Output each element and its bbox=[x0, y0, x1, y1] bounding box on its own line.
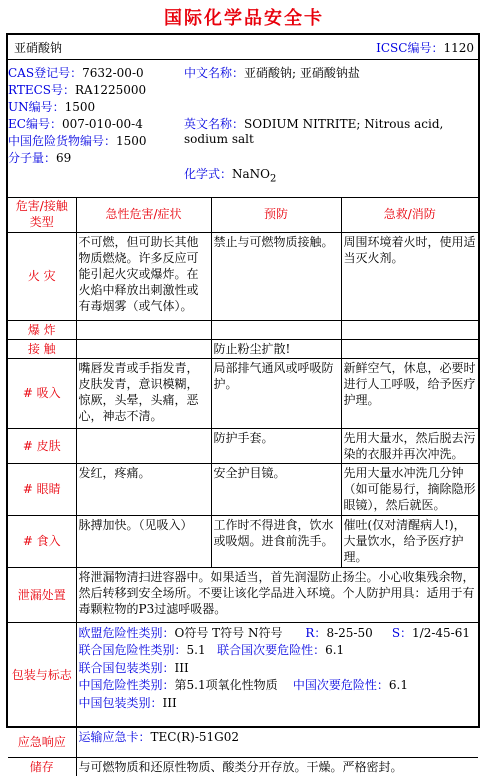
column-header-hazard: 急性危害/症状 bbox=[76, 197, 211, 232]
fire-firstaid: 周围环境着火时，使用适当灭火剂。 bbox=[341, 232, 478, 320]
row-emergency bbox=[8, 727, 478, 757]
ingestion-firstaid: 催吐(仅对清醒病人!)，大量饮水，给予医疗护理。 bbox=[341, 515, 478, 567]
column-header-prevention: 预防 bbox=[211, 197, 341, 232]
row-label-eye: # 眼睛 bbox=[8, 463, 76, 515]
cas-line: CAS登记号：7632-00-0 bbox=[8, 66, 144, 80]
inhalation-prevention: 局部排气通风或呼吸防护。 bbox=[211, 358, 341, 428]
rtecs-line: RTECS号：RA1225000 bbox=[8, 83, 147, 97]
ec-line: EC编号：007-010-00-4 bbox=[8, 117, 143, 131]
chinese-name-line: 中文名称：亚硝酸钠; 亚硝酸钠盐 bbox=[184, 66, 360, 80]
eye-firstaid: 先用大量水冲洗几分钟（如可能易行，摘除隐形眼镜），然后就医。 bbox=[341, 463, 478, 515]
row-label-skin: # 皮肤 bbox=[8, 428, 76, 463]
column-header-type: 危害/接触类型 bbox=[8, 197, 76, 232]
explosion-prevention bbox=[211, 320, 341, 339]
cn-packing-group: 中国包装类别：III bbox=[78, 695, 177, 710]
row-label-storage: 储存 bbox=[8, 757, 76, 776]
row-spill bbox=[8, 567, 478, 622]
packaging-info bbox=[76, 622, 478, 727]
row-eye bbox=[8, 463, 478, 515]
cn-hazard-class: 中国危险性类别：第5.1项氧化性物质 中国次要危险性：6.1 bbox=[78, 678, 408, 692]
row-packaging bbox=[8, 622, 478, 727]
exposure-firstaid bbox=[341, 339, 478, 358]
hazard-table bbox=[8, 197, 478, 776]
eye-prevention: 安全护目镜。 bbox=[211, 463, 341, 515]
english-name-line-2: sodium salt bbox=[184, 132, 254, 146]
row-label-emergency: 应急响应 bbox=[8, 727, 76, 757]
fire-prevention: 禁止与可燃物质接触。 bbox=[211, 232, 341, 320]
card-title: 国际化学品安全卡 bbox=[164, 8, 324, 29]
row-label-exposure: 接 触 bbox=[8, 339, 76, 358]
chemical-name: 亚硝酸钠 bbox=[14, 41, 63, 55]
un-hazard-class: 联合国危险性类别：5.1 联合国次要危险性：6.1 bbox=[78, 643, 345, 657]
row-fire bbox=[8, 232, 478, 320]
storage-text: 与可燃物质和还原性物质、酸类分开存放。干燥。严格密封。 bbox=[76, 757, 478, 776]
eu-classification: 欧盟危险性类别：O符号 T符号 N符号 R：8-25-50 S：1/2-45-61 bbox=[78, 625, 471, 640]
row-storage bbox=[8, 757, 478, 776]
row-label-ingestion: # 食入 bbox=[8, 515, 76, 567]
inhalation-firstaid: 新鲜空气，休息，必要时进行人工呼吸，给予医疗护理。 bbox=[341, 358, 478, 428]
row-explosion bbox=[8, 320, 478, 339]
safety-card bbox=[6, 33, 480, 774]
identification-block bbox=[8, 59, 478, 198]
row-label-fire: 火 灾 bbox=[8, 232, 76, 320]
row-label-spill: 泄漏处置 bbox=[8, 567, 76, 622]
row-ingestion bbox=[8, 515, 478, 567]
skin-hazard bbox=[76, 428, 211, 463]
row-inhalation bbox=[8, 358, 478, 428]
english-name-line: 英文名称：SODIUM NITRITE; Nitrous acid, bbox=[184, 117, 444, 131]
icsc-value: 1120 bbox=[443, 41, 474, 55]
cn-dangerous-goods-line: 中国危险货物编号：1500 bbox=[8, 134, 147, 148]
row-label-explosion: 爆 炸 bbox=[8, 320, 76, 339]
row-label-inhalation: # 吸入 bbox=[8, 358, 76, 428]
molecular-weight-line: 分子量：69 bbox=[8, 151, 72, 165]
skin-prevention: 防护手套。 bbox=[211, 428, 341, 463]
row-exposure bbox=[8, 339, 478, 358]
icsc-label: ICSC编号： bbox=[376, 41, 444, 55]
un-packing-group: 联合国包装类别：III bbox=[78, 660, 189, 675]
column-header-firstaid: 急救/消防 bbox=[341, 197, 478, 232]
exposure-hazard bbox=[76, 339, 211, 358]
inhalation-hazard: 嘴唇发青或手指发青，皮肤发青，意识模糊，惊厥，头晕，头痛，恶心，神志不清。 bbox=[76, 358, 211, 428]
un-line: UN编号：1500 bbox=[8, 100, 96, 114]
explosion-firstaid bbox=[341, 320, 478, 339]
table-header-row bbox=[8, 197, 478, 232]
skin-firstaid: 先用大量水，然后脱去污染的衣服并再次冲洗。 bbox=[341, 428, 478, 463]
ingestion-prevention: 工作时不得进食，饮水或吸烟。进食前洗手。 bbox=[211, 515, 341, 567]
row-skin bbox=[8, 428, 478, 463]
exposure-prevention: 防止粉尘扩散! bbox=[211, 339, 341, 358]
icsc-number bbox=[376, 39, 474, 56]
formula-line: 化学式：NaNO$_2$ bbox=[184, 167, 277, 185]
emergency-info: 运输应急卡：TEC(R)-51G02 bbox=[76, 727, 478, 757]
card-header bbox=[8, 35, 478, 60]
eye-hazard: 发红，疼痛。 bbox=[76, 463, 211, 515]
spill-text: 将泄漏物清扫进容器中。如果适当，首先润湿防止扬尘。小心收集残余物，然后转移到安全场所。不要让该化学品进入环境。个人防护用具：适用于有毒颗粒物的P3过滤呼吸器。 bbox=[76, 567, 478, 622]
ingestion-hazard: 脉搏加快。（见吸入） bbox=[76, 515, 211, 567]
row-label-packaging: 包装与标志 bbox=[8, 622, 76, 727]
explosion-hazard bbox=[76, 320, 211, 339]
fire-hazard: 不可燃，但可助长其他物质燃烧。许多反应可能引起火灾或爆炸。在火焰中释放出刺激性或有毒烟雾（或气体）。 bbox=[76, 232, 211, 320]
